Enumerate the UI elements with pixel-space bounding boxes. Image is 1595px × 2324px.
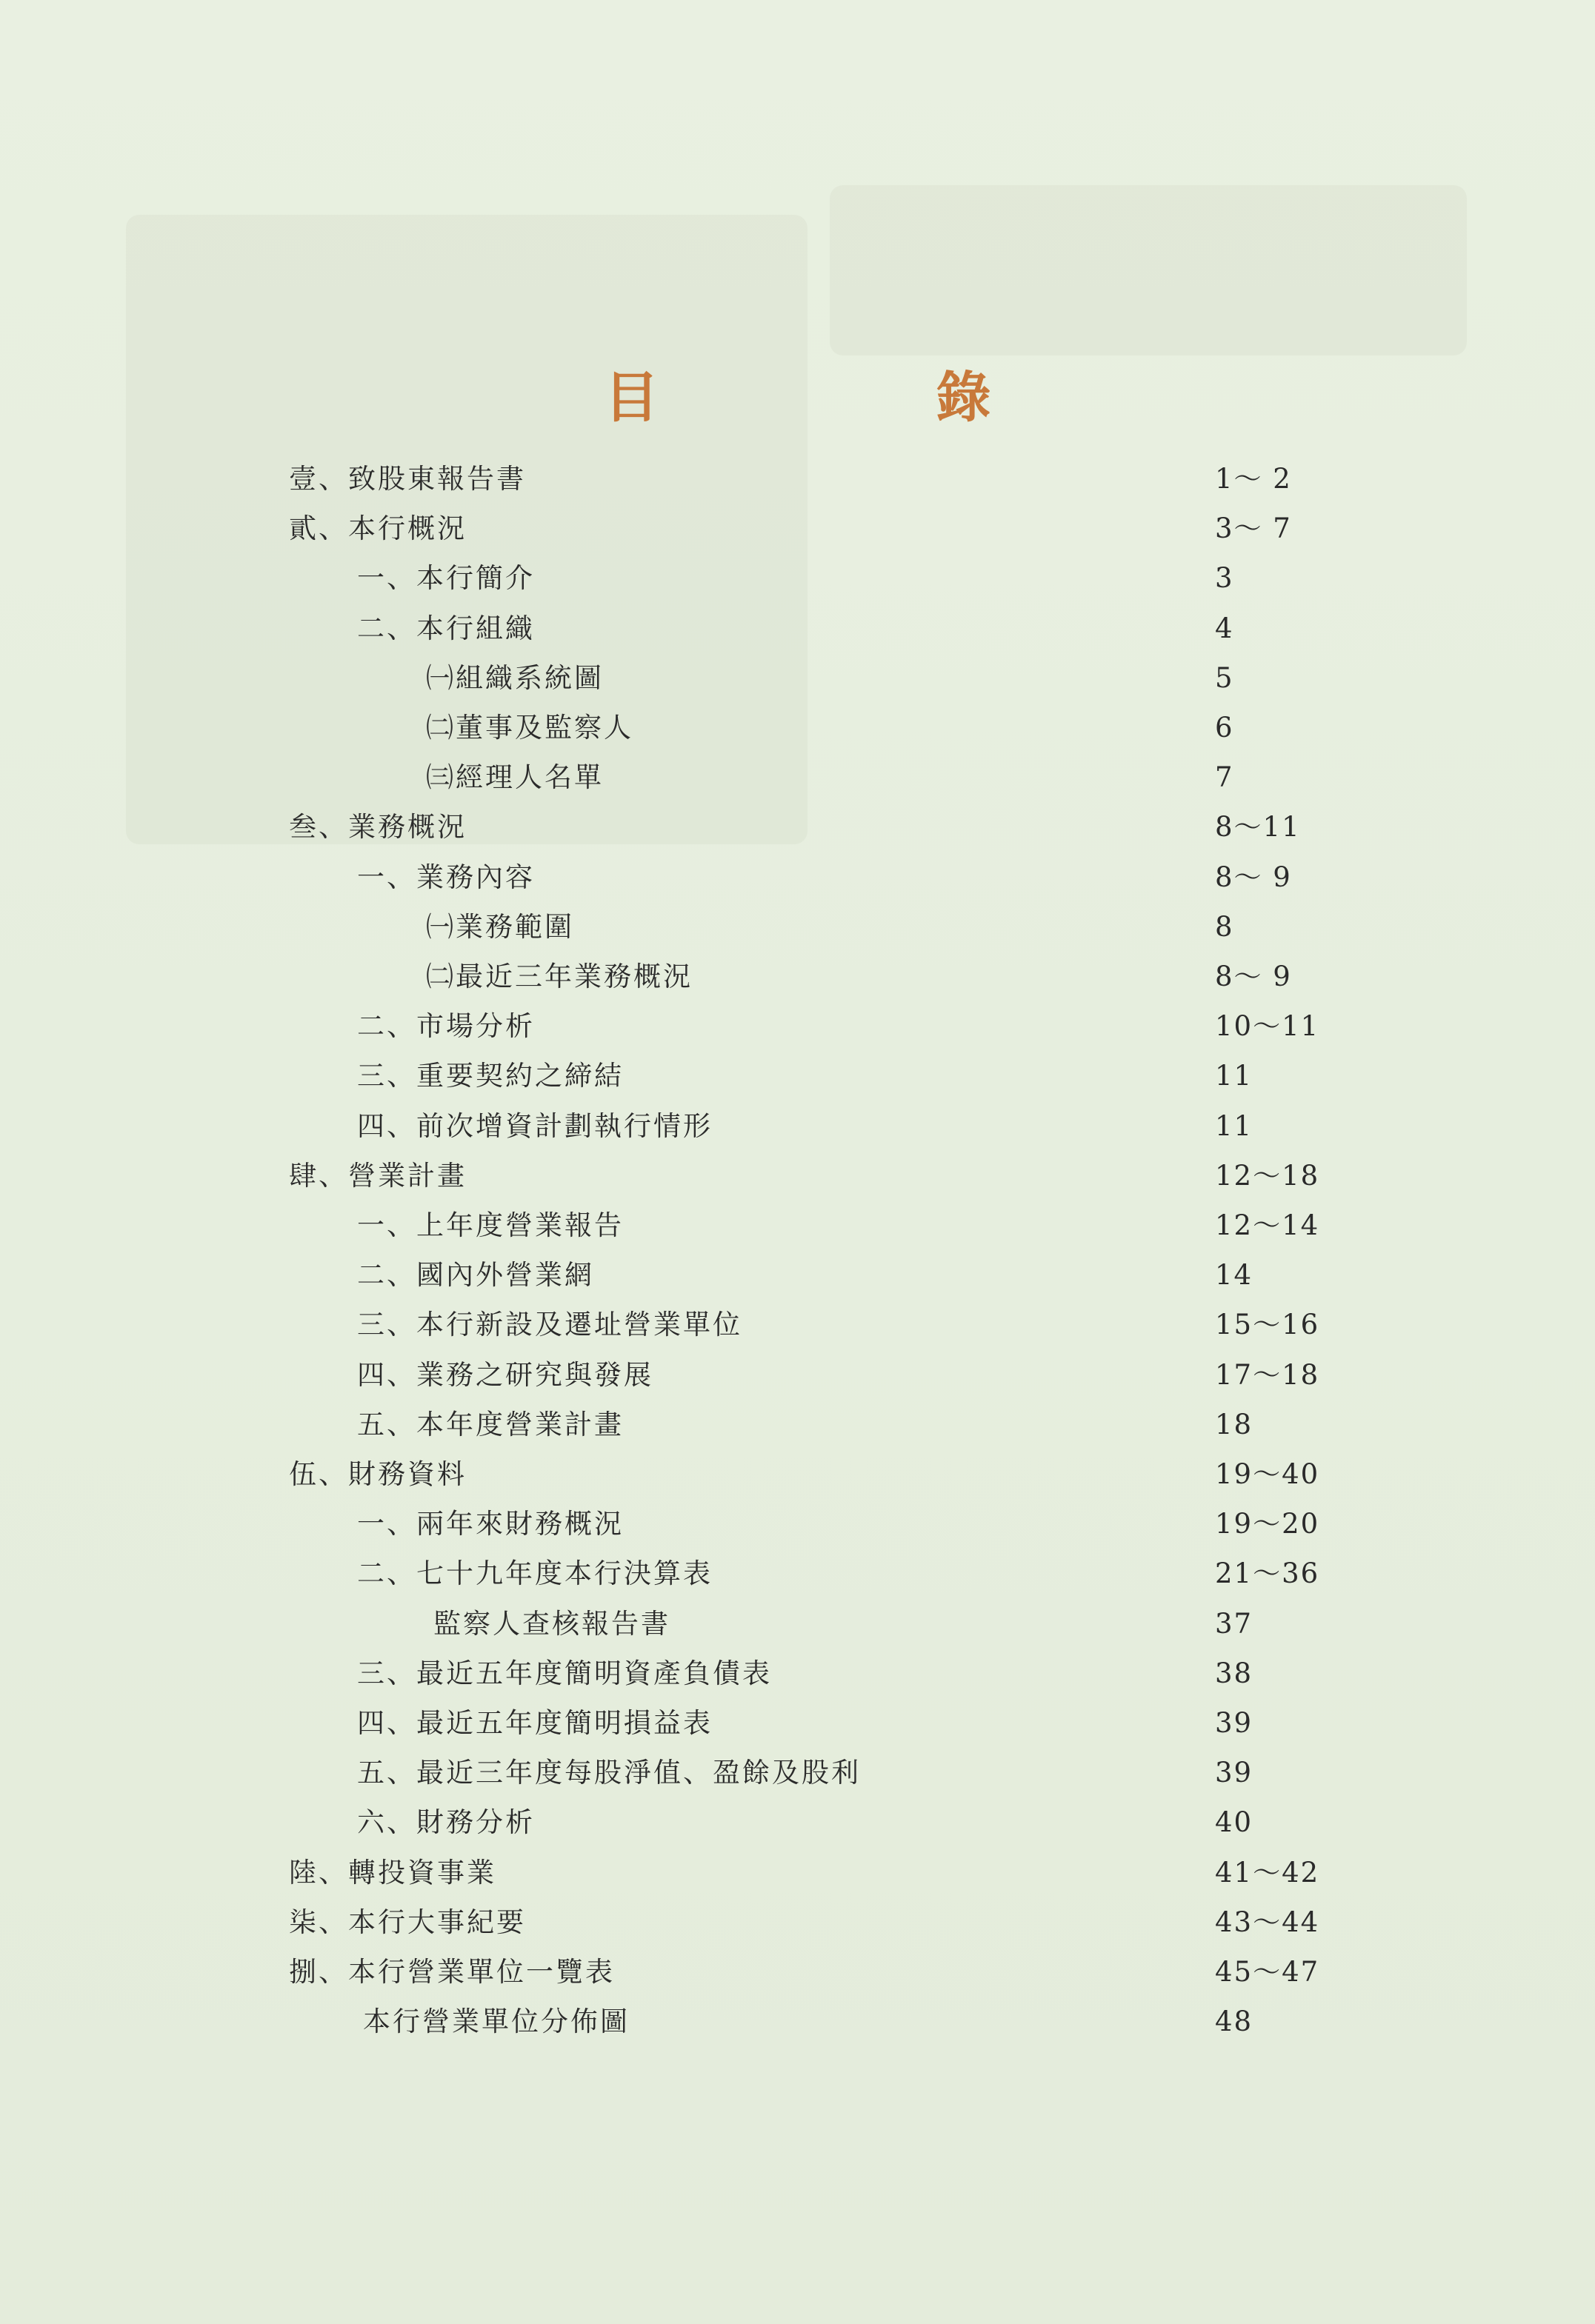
dot-leader [473, 504, 1209, 553]
toc-entry-pages: 39 [1215, 1707, 1253, 1739]
toc-entry-label: 五、本年度營業計畫 [357, 1408, 624, 1440]
dot-leader [636, 1997, 1209, 2046]
toc-entry-label: 貳、本行概況 [289, 512, 467, 545]
toc-entry [433, 1600, 1311, 1649]
dot-leader [473, 1450, 1209, 1499]
toc-entry [357, 1549, 1320, 1598]
toc-entry-label: ㈡董事及監察人 [426, 712, 633, 744]
toc-entry-label: 三、最近五年度簡明資產負債表 [357, 1657, 772, 1689]
toc-entry [357, 1201, 1320, 1250]
page-title: 目 錄 [604, 366, 1102, 430]
toc-entry-label: 二、七十九年度本行決算表 [357, 1557, 713, 1590]
dot-leader [630, 1400, 1209, 1449]
toc-entry-pages: 8～ 9 [1215, 861, 1292, 893]
toc-entry-pages: 19～40 [1215, 1458, 1320, 1490]
toc-entry-label: 肆、營業計畫 [289, 1159, 467, 1192]
dot-leader [473, 1152, 1209, 1201]
toc-entry [357, 1102, 1311, 1151]
dot-leader [610, 654, 1209, 703]
toc-entry-pages: 7 [1215, 761, 1234, 794]
toc-entry-pages: 21～36 [1215, 1557, 1320, 1590]
dot-leader [639, 704, 1209, 752]
dot-leader [867, 1749, 1209, 1797]
toc-entry-pages: 43～44 [1215, 1906, 1320, 1938]
toc-entry [357, 1798, 1311, 1847]
toc-entry-label: 二、國內外營業網 [357, 1259, 594, 1292]
toc-entry-pages: 12～18 [1215, 1159, 1320, 1192]
toc-entry [357, 1351, 1320, 1400]
toc-entry [426, 903, 1311, 952]
toc-entry-pages: 4 [1215, 612, 1234, 644]
toc-entry-label: 捌、本行營業單位一覽表 [289, 1956, 615, 1988]
dot-leader [748, 1300, 1209, 1349]
toc-entry-pages: 40 [1215, 1806, 1253, 1839]
toc-entry [289, 1948, 1320, 1997]
toc-entry-label: 二、市場分析 [357, 1010, 535, 1043]
dot-leader [541, 1798, 1209, 1847]
dot-leader [541, 1002, 1209, 1051]
toc-entry-label: ㈠業務範圍 [426, 910, 574, 943]
toc-entry [357, 1749, 1311, 1797]
toc-entry-pages: 39 [1215, 1757, 1253, 1789]
toc-entry-label: 一、本行簡介 [357, 562, 535, 595]
dot-leader [502, 1849, 1209, 1897]
dot-leader [473, 803, 1209, 852]
toc-entry [426, 704, 1311, 752]
toc-entry-label: 一、兩年來財務概況 [357, 1508, 624, 1540]
toc-entry [426, 654, 1311, 703]
toc-entry-pages: 17～18 [1215, 1358, 1320, 1391]
toc-entry-label: 柒、本行大事紀要 [289, 1906, 526, 1938]
toc-entry-pages: 48 [1215, 2006, 1253, 2038]
toc-entry-label: 四、最近五年度簡明損益表 [357, 1707, 713, 1739]
toc-entry [289, 1898, 1320, 1947]
dot-leader [580, 903, 1209, 952]
toc-entry-label: 叁、業務概況 [289, 811, 467, 844]
toc-entry [357, 554, 1311, 603]
toc-entry-label: 四、業務之研究與發展 [357, 1358, 653, 1391]
dot-leader [532, 1898, 1209, 1947]
toc-entry-pages: 11 [1215, 1060, 1253, 1092]
dot-leader [630, 1500, 1209, 1549]
toc-entry-label: 二、本行組織 [357, 612, 535, 644]
dot-leader [719, 1102, 1209, 1151]
toc-entry-label: 本行營業單位分佈圖 [363, 2006, 630, 2038]
toc-entry [357, 1699, 1311, 1748]
dot-leader [541, 604, 1209, 653]
toc-entry-label: 陸、轉投資事業 [289, 1856, 496, 1889]
toc-entry-pages: 8 [1215, 910, 1234, 943]
toc-entry-pages: 41～42 [1215, 1856, 1320, 1889]
toc-entry-pages: 45～47 [1215, 1956, 1320, 1988]
toc-entry-label: 五、最近三年度每股淨值、盈餘及股利 [357, 1757, 861, 1789]
toc-entry [289, 1450, 1320, 1499]
dot-leader [610, 753, 1209, 802]
toc-entry-pages: 10～11 [1215, 1010, 1320, 1043]
dot-leader [699, 952, 1209, 1001]
toc-entry-label: 壹、致股東報告書 [289, 463, 526, 495]
toc-entry [426, 952, 1311, 1001]
dot-leader [719, 1699, 1209, 1748]
toc-entry-label: ㈠組織系統圖 [426, 661, 604, 694]
show-through-area [830, 185, 1467, 355]
toc-entry-pages: 12～14 [1215, 1209, 1320, 1241]
toc-entry-label: 四、前次增資計劃執行情形 [357, 1109, 713, 1142]
dot-leader [659, 1351, 1209, 1400]
dot-leader [719, 1549, 1209, 1598]
toc-entry-pages: 14 [1215, 1259, 1253, 1292]
toc-entry-label: ㈢經理人名單 [426, 761, 604, 794]
toc-entry [289, 1152, 1320, 1201]
dot-leader [532, 455, 1209, 504]
dot-leader [676, 1600, 1209, 1649]
toc-entry [357, 604, 1311, 653]
dot-leader [541, 554, 1209, 603]
dot-leader [630, 1201, 1209, 1250]
toc-entry-label: 伍、財務資料 [289, 1458, 467, 1490]
toc-entry-pages: 18 [1215, 1408, 1253, 1440]
dot-leader [778, 1649, 1209, 1698]
toc-entry [357, 1052, 1311, 1101]
toc-entry [357, 1002, 1320, 1051]
toc-entry-pages: 11 [1215, 1109, 1253, 1142]
toc-entry [289, 803, 1311, 852]
toc-entry-label: 三、本行新設及遷址營業單位 [357, 1309, 742, 1341]
dot-leader [621, 1948, 1209, 1997]
dot-leader [600, 1251, 1209, 1300]
toc-entry [357, 1251, 1311, 1300]
toc-entry [289, 455, 1311, 504]
toc-entry [289, 504, 1311, 553]
toc-entry-pages: 38 [1215, 1657, 1253, 1689]
toc-entry-pages: 6 [1215, 712, 1234, 744]
toc-entry-pages: 19～20 [1215, 1508, 1320, 1540]
toc-entry-pages: 1～ 2 [1215, 463, 1292, 495]
toc-entry [363, 1997, 1311, 2046]
toc-entry [426, 753, 1311, 802]
dot-leader [541, 853, 1209, 902]
toc-entry-label: ㈡最近三年業務概況 [426, 961, 693, 992]
toc-entry-pages: 3～ 7 [1215, 512, 1292, 545]
toc-entry [357, 1649, 1311, 1698]
toc-entry [357, 853, 1311, 902]
toc-entry [357, 1300, 1320, 1349]
toc-entry-pages: 15～16 [1215, 1309, 1320, 1341]
toc-entry-label: 三、重要契約之締結 [357, 1060, 624, 1092]
toc-entry-pages: 8～ 9 [1215, 961, 1292, 992]
toc-entry-pages: 3 [1215, 562, 1234, 595]
toc-entry-pages: 37 [1215, 1607, 1253, 1640]
dot-leader [630, 1052, 1209, 1101]
toc-entry [289, 1849, 1320, 1897]
toc-entry-label: 一、業務內容 [357, 861, 535, 893]
toc-entry-label: 一、上年度營業報告 [357, 1209, 624, 1241]
toc-entry-label: 監察人查核報告書 [433, 1607, 670, 1640]
toc-entry-pages: 8～11 [1215, 811, 1301, 844]
toc-entry [357, 1500, 1320, 1549]
toc-entry [357, 1400, 1311, 1449]
toc-entry-pages: 5 [1215, 661, 1234, 694]
toc-entry-label: 六、財務分析 [357, 1806, 535, 1839]
